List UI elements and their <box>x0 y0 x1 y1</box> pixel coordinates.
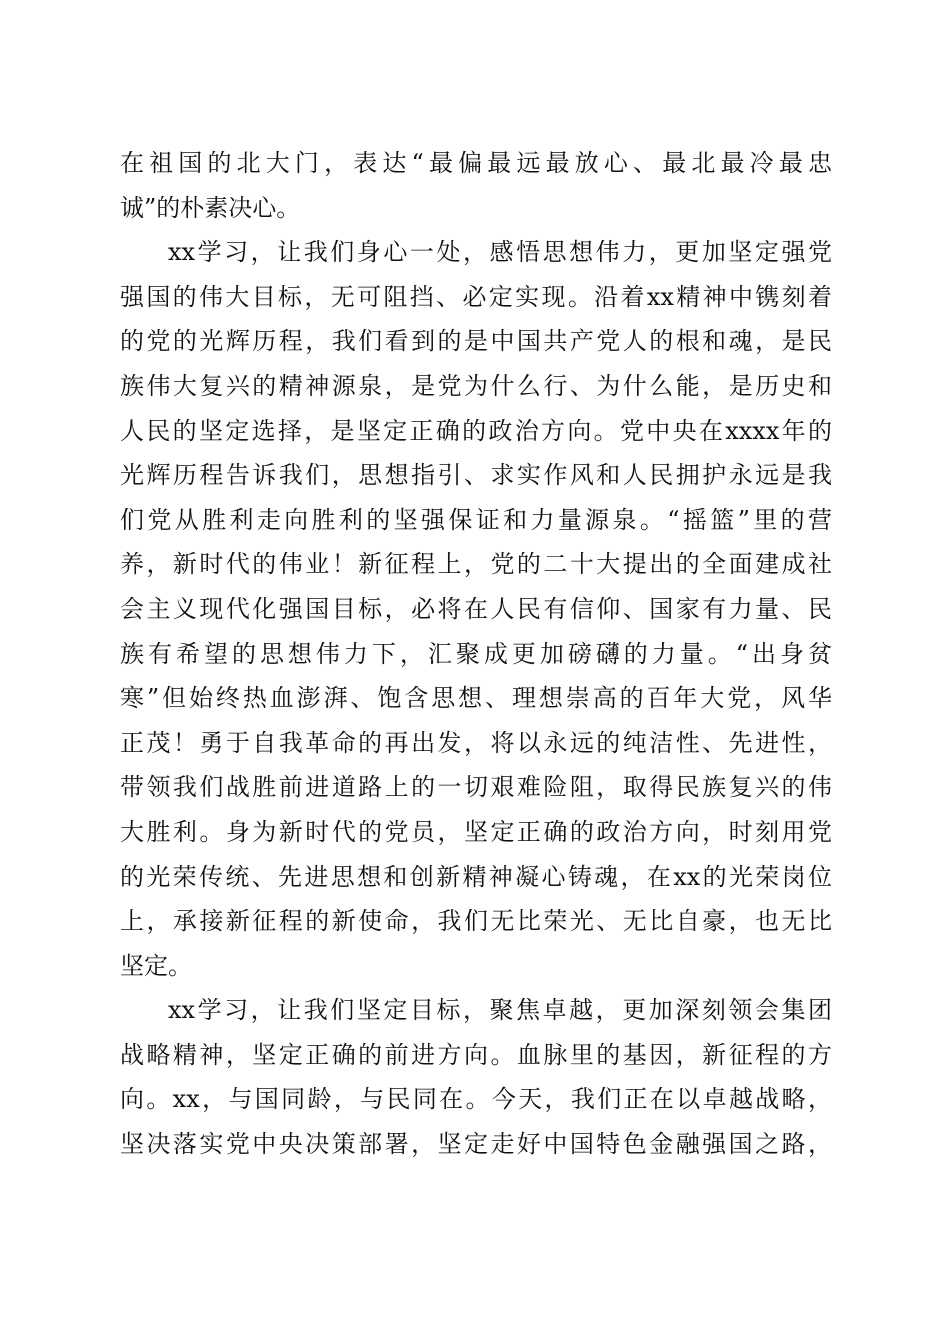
text-line: 向。xx，与国同龄，与民同在。今天，我们正在以卓越战略， <box>120 1085 832 1114</box>
text-line: 会主义现代化强国目标，必将在人民有信仰、国家有力量、民 <box>120 594 832 623</box>
text-line: 强国的伟大目标，无可阻挡、必定实现。沿着xx精神中镌刻着 <box>120 282 832 311</box>
text-line: 族伟大复兴的精神源泉，是党为什么行、为什么能，是历史和 <box>120 371 832 400</box>
text-line: 大胜利。身为新时代的党员，坚定正确的政治方向，时刻用党 <box>120 817 832 846</box>
text-line: 人民的坚定选择，是坚定正确的政治方向。党中央在xxxx年的 <box>120 416 832 445</box>
text-line: 的光荣传统、先进思想和创新精神凝心铸魂，在xx的光荣岗位 <box>120 862 832 891</box>
text-line: 们党从胜利走向胜利的坚强保证和力量源泉。“摇篮”里的营 <box>120 505 832 534</box>
text-line: 带领我们战胜前进道路上的一切艰难险阻，取得民族复兴的伟 <box>120 773 832 802</box>
text-line: 的党的光辉历程，我们看到的是中国共产党人的根和魂，是民 <box>120 327 832 356</box>
text-line: 在祖国的北大门，表达“最偏最远最放心、最北最冷最忠 <box>120 149 832 177</box>
text-line: xx学习，让我们身心一处，感悟思想伟力，更加坚定强党 <box>168 238 832 267</box>
text-line: 光辉历程告诉我们，思想指引、求实作风和人民拥护永远是我 <box>120 461 832 490</box>
paragraph-2 <box>120 230 832 988</box>
text-line: 正茂！勇于自我革命的再出发，将以永远的纯洁性、先进性， <box>120 728 832 757</box>
text-line: 养，新时代的伟业！新征程上，党的二十大提出的全面建成社 <box>120 550 832 579</box>
text-line: 族有希望的思想伟力下，汇聚成更加磅礴的力量。“出身贫 <box>120 639 832 668</box>
text-line: xx学习，让我们坚定目标，聚焦卓越，更加深刻领会集团 <box>168 996 832 1025</box>
text-line: 上，承接新征程的新使命，我们无比荣光、无比自豪，也无比 <box>120 907 832 936</box>
paragraph-3 <box>120 988 832 1166</box>
paragraph-1 <box>120 141 832 230</box>
text-line: 寒”但始终热血澎湃、饱含思想、理想崇高的百年大党，风华 <box>120 684 832 713</box>
body-text <box>120 141 832 1167</box>
text-line: 战略精神，坚定正确的前进方向。血脉里的基因，新征程的方 <box>120 1040 832 1069</box>
text-line: 坚定。 <box>120 951 192 980</box>
text-line: 坚决落实党中央决策部署，坚定走好中国特色金融强国之路， <box>120 1130 832 1159</box>
text-line: 诚”的朴素决心。 <box>120 193 301 222</box>
